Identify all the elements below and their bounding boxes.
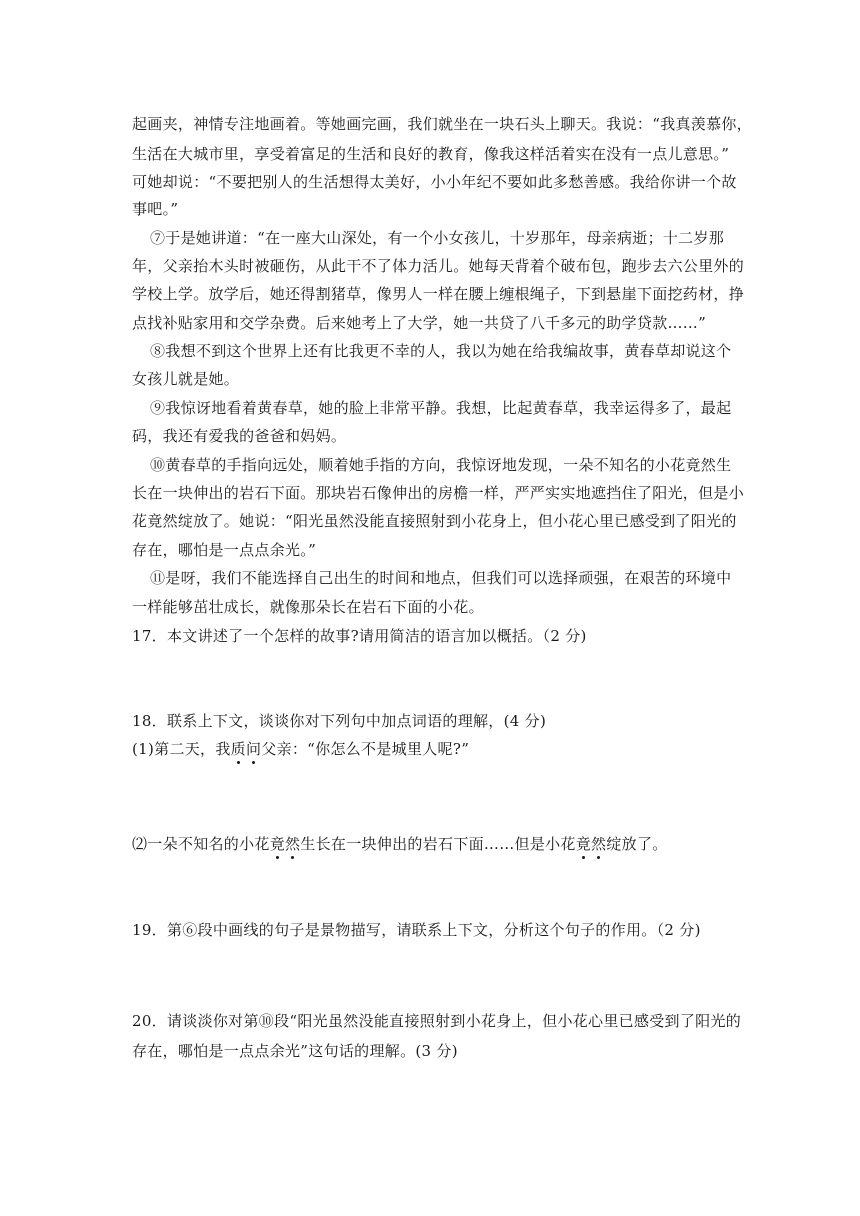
emphasis-dot-char: 然 [285, 835, 301, 853]
emphasis-dot-char: 然 [591, 835, 607, 853]
emphasis-dot-char: 竟 [575, 835, 592, 853]
paragraph-8-line-1: ⑧我想不到这个世界上还有比我更不幸的人，我以为她在给我编故事，黄春草却说这个 [150, 342, 732, 360]
question-17: 17．本文讲述了一个怎样的故事?请用简洁的语言加以概括。（2 分) [132, 627, 587, 645]
q18-2-pre-text: ⑵一朵不知名的小花 [132, 835, 270, 853]
paragraph-6-line-1: 起画夹，神情专注地画着。等她画完画，我们就坐在一块石头上聊天。我说：“我真羡慕你， [132, 115, 752, 133]
paragraph-6-line-3: 可她却说：“不要把别人的生活想得太美好，小小年纪不要如此多愁善感。我给你讲一个故 [132, 173, 737, 191]
q18-2-mid-text: 生长在一块伸出的岩石下面……但是小花 [300, 835, 576, 853]
paragraph-10-line-2: 长在一块伸出的岩石下面。那块岩石像伸出的房檐一样，严严实实地遮挡住了阳光，但是小 [132, 484, 745, 502]
question-18-item-2 [132, 834, 668, 854]
question-19: 19．第⑥段中画线的句子是景物描写，请联系上下文，分析这个句子的作用。（2 分) [132, 921, 701, 939]
paragraph-8-line-2: 女孩儿就是她。 [132, 370, 240, 388]
paragraph-7-line-1: ⑦于是她讲道：“在一座大山深处，有一个小女孩儿，十岁那年，母亲病逝；十二岁那 [150, 229, 725, 247]
paragraph-10-line-3: 花竟然绽放了。她说：“阳光虽然没能直接照射到小花身上，但小花心里已感受到了阳光的 [132, 512, 737, 530]
paragraph-11-line-2: 一样能够茁壮成长，就像那朵长在岩石下面的小花。 [132, 598, 484, 616]
paragraph-7-line-3: 学校上学。放学后，她还得割猪草，像男人一样在腰上缠根绳子，下到悬崖下面挖药材，挣 [132, 285, 745, 303]
question-18: 18．联系上下文，谈谈你对下列句中加点词语的理解，(4 分) [132, 712, 547, 730]
paragraph-9-line-1: ⑨我惊讶地看着黄春草，她的脸上非常平静。我想，比起黄春草，我幸运得多了，最起 [150, 399, 732, 417]
q18-1-pre-text: (1)第二天，我 [132, 740, 231, 758]
question-20-line-1: 20．请谈淡你对第⑩段“阳光虽然没能直接照射到小花身上，但小花心里已感受到了阳光的 [132, 1012, 742, 1030]
q18-2-post-text: 绽放了。 [606, 835, 668, 853]
paragraph-11-line-1: ⑪是呀，我们不能选择自己出生的时间和地点，但我们可以选择顽强，在艰苦的环境中 [150, 569, 732, 587]
paragraph-7-line-4: 点找补贴家用和交学杂费。后来她考上了大学，她一共贷了八千多元的助学贷款……” [132, 314, 707, 332]
question-20-line-2: 存在，哪怕是一点点余光”这句话的理解。(3 分) [132, 1042, 458, 1060]
paragraph-9-line-2: 码，我还有爱我的爸爸和妈妈。 [132, 427, 347, 445]
q18-1-post-text: 父亲：“你怎么不是城里人呢?” [261, 740, 470, 758]
question-18-item-1 [132, 739, 469, 759]
paragraph-6-line-4: 事吧。” [132, 200, 179, 218]
paragraph-10-line-1: ⑩黄春草的手指向远处，顺着她手指的方向，我惊讶地发现，一朵不知名的小花竟然生 [150, 456, 732, 474]
paragraph-10-line-4: 存在，哪怕是一点点余光。” [132, 541, 317, 559]
emphasis-dot-char: 质 [230, 740, 246, 758]
paragraph-7-line-2: 年，父亲抬木头时被砸伤，从此干不了体力活儿。她每天背着个破布包，跑步去六公里外的 [132, 257, 745, 275]
emphasis-dot-char: 竟 [269, 835, 286, 853]
paragraph-6-line-2: 生活在大城市里，享受着富足的生活和良好的教育，像我这样活着实在没有一点儿意思。” [132, 145, 730, 163]
emphasis-dot-char: 问 [245, 740, 262, 758]
